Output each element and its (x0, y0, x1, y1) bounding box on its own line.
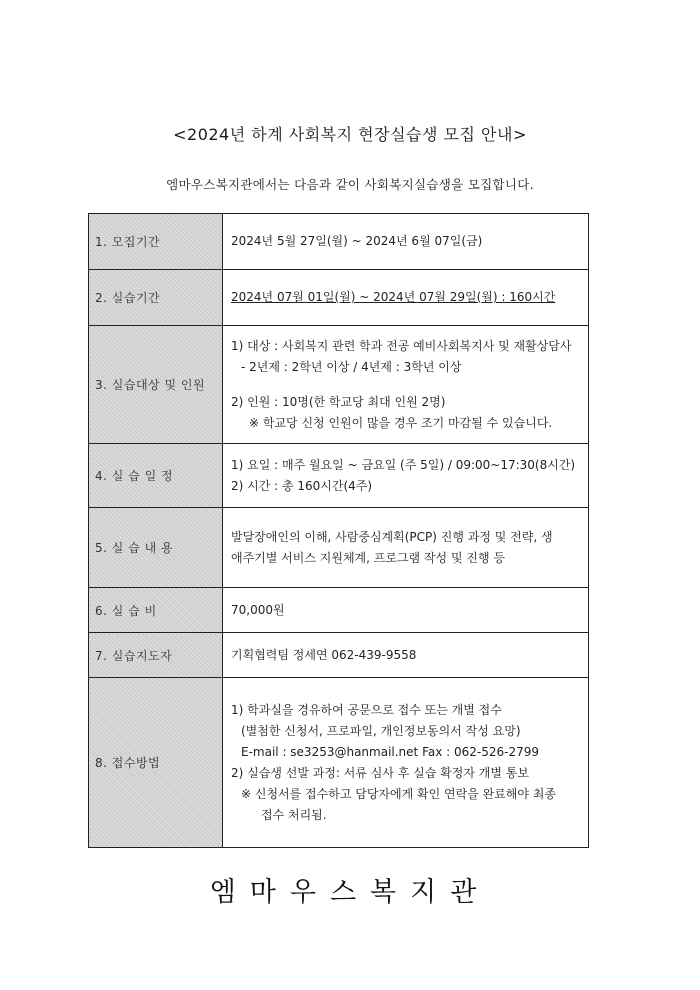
organization-name: 엠마우스복지관 (209, 877, 491, 908)
value-line: 1) 학과실을 경유하여 공문으로 접수 또는 개별 접수 (231, 702, 502, 717)
table-row-supervisor (89, 633, 589, 678)
value-line: 2) 실습생 선발 과정: 서류 심사 후 실습 확정자 개별 통보 (231, 765, 529, 780)
row-label: 1. 모집기간 (89, 214, 223, 270)
value-line: 1) 대상 : 사회복지 관련 학과 전공 예비사회복지사 및 재활상담사 (231, 338, 572, 353)
row-value (223, 214, 589, 270)
value-line: 2) 시간 : 총 160시간(4주) (231, 478, 373, 493)
value-line: (별첨한 신청서, 프로파일, 개인정보동의서 작성 요망) (241, 723, 521, 738)
value-line: ※ 신청서를 접수하고 담당자에게 확인 연락을 완료해야 최종 (241, 786, 556, 801)
value-line: 1) 요일 : 매주 월요일 ~ 금요일 (주 5일) / 09:00~17:30(8시간) (231, 457, 576, 472)
row-label: 6. 실 습 비 (89, 588, 223, 633)
recruitment-table (88, 213, 589, 848)
value-line: ※ 학교당 신청 인원이 많을 경우 조기 마감될 수 있습니다. (249, 415, 553, 430)
value-line: 기획협력팀 정세연 062-439-9558 (231, 647, 417, 662)
row-value (223, 588, 589, 633)
page-title: <2024년 하계 사회복지 현장실습생 모집 안내> (173, 125, 527, 144)
value-line: - 2년제 : 2학년 이상 / 4년제 : 3학년 이상 (241, 359, 462, 374)
row-label: 8. 접수방법 (89, 678, 223, 848)
row-label: 5. 실 습 내 용 (89, 508, 223, 588)
value-line: 발달장애인의 이해, 사람중심계획(PCP) 진행 과정 및 전략, 생 (231, 529, 553, 544)
row-value (223, 508, 589, 588)
value-line: 70,000원 (231, 602, 285, 617)
row-value (223, 270, 589, 326)
row-value (223, 678, 589, 848)
intro-text: 엠마우스복지관에서는 다음과 같이 사회복지실습생을 모집합니다. (166, 177, 534, 192)
row-label: 3. 실습대상 및 인원 (89, 326, 223, 444)
value-line: 2) 인원 : 10명(한 학교당 최대 인원 2명) (231, 394, 446, 409)
table-row-target-and-capacity (89, 326, 589, 444)
table-row-application (89, 678, 589, 848)
row-label: 2. 실습기간 (89, 270, 223, 326)
value-line: 2024년 5월 27일(월) ~ 2024년 6월 07일(금) (231, 234, 483, 248)
row-value (223, 633, 589, 678)
value-line: 접수 처리됨. (261, 807, 327, 822)
value-line: 애주기별 서비스 지원체계, 프로그램 작성 및 진행 등 (231, 550, 505, 565)
table-row-content (89, 508, 589, 588)
value-line: E-mail : se3253@hanmail.net Fax : 062-526-2799 (241, 744, 540, 759)
row-value (223, 444, 589, 508)
table-row-schedule (89, 444, 589, 508)
row-value (223, 326, 589, 444)
table-row-fee (89, 588, 589, 633)
value-line: 2024년 07월 01일(월) ~ 2024년 07월 29일(월) : 160시간 (231, 290, 556, 304)
table-row-recruitment-period (89, 214, 589, 270)
row-label: 4. 실 습 일 정 (89, 444, 223, 508)
table-row-practicum-period (89, 270, 589, 326)
row-label: 7. 실습지도자 (89, 633, 223, 678)
